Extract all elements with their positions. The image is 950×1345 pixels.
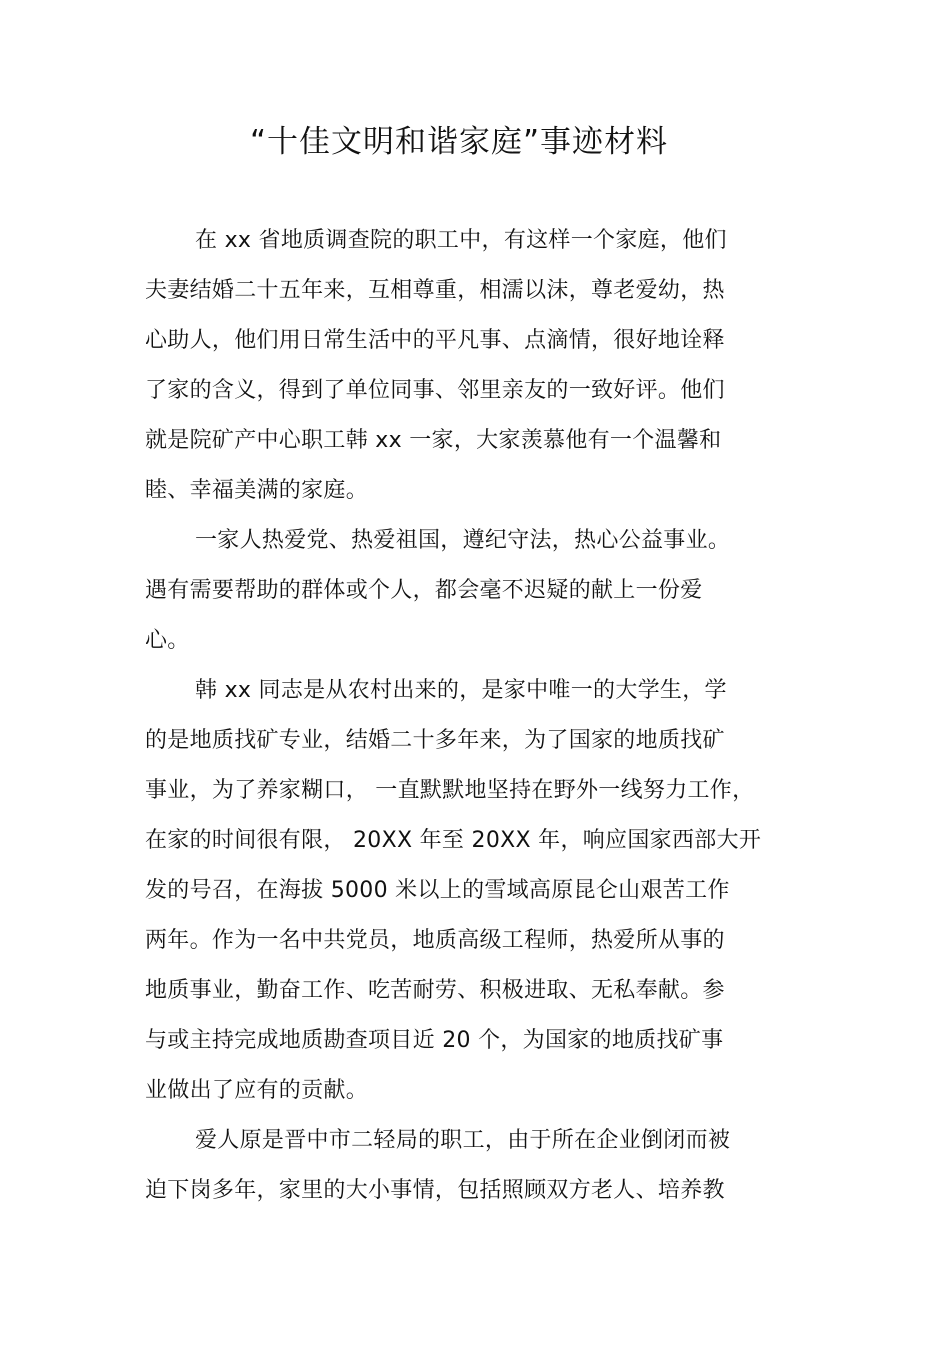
paragraph-4-line-1: 爱人原是晋中市二轻局的职工，由于所在企业倒闭而被 xyxy=(195,1128,731,1153)
paragraph-3-line-8: 与或主持完成地质勘查项目近 20 个，为国家的地质找矿事 xyxy=(145,1028,724,1053)
paragraph-3-line-7: 地质事业，勤奋工作、吃苦耐劳、积极进取、无私奉献。参 xyxy=(145,978,725,1003)
paragraph-3-line-5: 发的号召，在海拔 5000 米以上的雪域高原昆仑山艰苦工作 xyxy=(145,878,730,903)
paragraph-3-line-9: 业做出了应有的贡献。 xyxy=(145,1078,369,1103)
paragraph-3-line-3: 事业，为了养家糊口， 一直默默地坚持在野外一线努力工作， xyxy=(145,778,755,803)
paragraph-2-line-1: 一家人热爱党、热爱祖国，遵纪守法，热心公益事业。 xyxy=(195,528,731,553)
paragraph-3-line-1: 韩 xx 同志是从农村出来的，是家中唯一的大学生，学 xyxy=(195,678,727,703)
paragraph-1-line-6: 睦、幸福美满的家庭。 xyxy=(145,478,369,503)
paragraph-1-line-3: 心助人，他们用日常生活中的平凡事、点滴情，很好地诠释 xyxy=(145,328,725,353)
paragraph-1-line-2: 夫妻结婚二十五年来，互相尊重，相濡以沫，尊老爱幼，热 xyxy=(145,278,725,303)
paragraph-4-line-2: 迫下岗多年，家里的大小事情，包括照顾双方老人、培养教 xyxy=(145,1178,725,1203)
paragraph-1-line-1: 在 xx 省地质调查院的职工中，有这样一个家庭，他们 xyxy=(195,228,727,253)
paragraph-3-line-6: 两年。作为一名中共党员，地质高级工程师，热爱所从事的 xyxy=(145,928,725,953)
paragraph-3-line-4: 在家的时间很有限， 20XX 年至 20XX 年，响应国家西部大开 xyxy=(145,828,762,853)
document-title: “十佳文明和谐家庭”事迹材料 xyxy=(249,124,669,160)
paragraph-1-line-5: 就是院矿产中心职工韩 xx 一家，大家羡慕他有一个温馨和 xyxy=(145,428,722,453)
paragraph-2-line-3: 心。 xyxy=(145,628,190,653)
paragraph-3-line-2: 的是地质找矿专业，结婚二十多年来，为了国家的地质找矿 xyxy=(145,728,725,753)
paragraph-1-line-4: 了家的含义，得到了单位同事、邻里亲友的一致好评。他们 xyxy=(145,378,725,403)
paragraph-2-line-2: 遇有需要帮助的群体或个人，都会毫不迟疑的献上一份爱 xyxy=(145,578,703,603)
